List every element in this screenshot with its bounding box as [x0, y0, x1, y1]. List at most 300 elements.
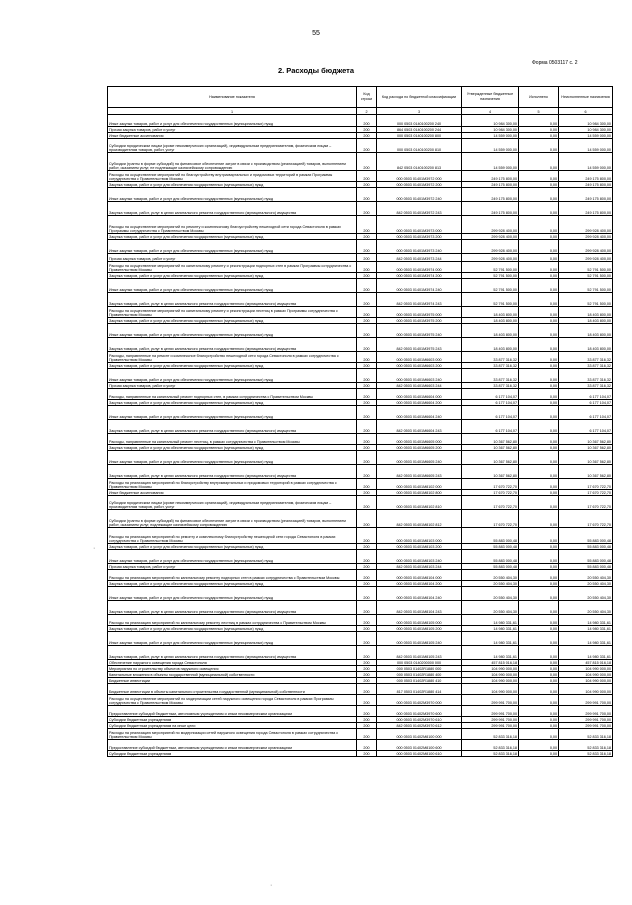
- row-line-code: 200: [357, 153, 377, 171]
- row-budget-code: 000 0503 01401M8105 200: [377, 626, 462, 632]
- row-executed: 0,00: [519, 587, 559, 601]
- row-approved: 299 928 400,00: [462, 254, 519, 262]
- row-budget-code: 000 0503 01401M6603 200: [377, 363, 462, 369]
- row-executed: 0,00: [519, 544, 559, 550]
- row-name: Закупка товаров, работ и услуг для обеспечения государственных (муниципальных) нужд: [108, 273, 357, 279]
- table-row: [108, 740, 613, 751]
- row-name: Закупка товаров, работ и услуг для обеспечения государственных (муниципальных) нужд: [108, 318, 357, 324]
- row-budget-code: 000 0503 01401M3972 200: [377, 182, 462, 188]
- row-unexecuted: 20 550 404,30: [559, 601, 613, 615]
- column-header-name: Наименование показателя: [108, 87, 357, 108]
- row-executed: 0,00: [519, 254, 559, 262]
- row-unexecuted: 10 984 300,00: [559, 115, 613, 127]
- row-approved: 52 833 316,18: [462, 740, 519, 751]
- row-unexecuted: 14 559 000,00: [559, 153, 613, 171]
- row-approved: 299 928 400,00: [462, 240, 519, 254]
- row-line-code: 200: [357, 626, 377, 632]
- row-executed: 0,00: [519, 660, 559, 666]
- table-row: [108, 479, 613, 490]
- row-budget-code: 842 0503 01402M3970 612: [377, 723, 462, 729]
- row-name: Расходы, направленные на ремонт и комплексное благоустройство пешеходной сети города Севастополя в рамках сотрудничества с Правительством Москвы: [108, 352, 357, 363]
- row-name: Субсидии бюджетным учреждениям: [108, 717, 357, 723]
- table-row: [108, 751, 613, 757]
- row-unexecuted: 299 928 400,00: [559, 234, 613, 240]
- row-budget-code: 000 0503 01401M8102 810: [377, 496, 462, 510]
- row-approved: 10 367 562,80: [462, 465, 519, 479]
- column-header-line-code: Код строки: [357, 87, 377, 108]
- row-name: Расходы на осуществление мероприятий по капитальному ремонту и реконструкции лестниц в рамках Программы сотрудничества с Правительством Москвы: [108, 307, 357, 318]
- row-approved: 104 990 000,00: [462, 666, 519, 672]
- row-unexecuted: 14 980 331,61: [559, 615, 613, 626]
- table-body: [108, 115, 613, 757]
- row-approved: 249 175 800,00: [462, 182, 519, 188]
- table-row: [108, 510, 613, 528]
- row-executed: 0,00: [519, 240, 559, 254]
- row-unexecuted: 104 990 000,00: [559, 678, 613, 684]
- row-executed: 0,00: [519, 202, 559, 216]
- row-unexecuted: 299 928 400,00: [559, 240, 613, 254]
- row-line-code: 200: [357, 171, 377, 182]
- row-executed: 0,00: [519, 570, 559, 581]
- row-unexecuted: 55 883 000,48: [559, 564, 613, 570]
- row-budget-code: 000 0503 01402M8100 000: [377, 729, 462, 740]
- row-executed: 0,00: [519, 188, 559, 202]
- row-executed: 0,00: [519, 564, 559, 570]
- row-line-code: 200: [357, 273, 377, 279]
- row-unexecuted: 55 883 000,48: [559, 544, 613, 550]
- row-unexecuted: 18 403 800,00: [559, 338, 613, 352]
- row-line-code: 200: [357, 127, 377, 133]
- row-approved: 52 833 316,18: [462, 751, 519, 757]
- row-executed: 0,00: [519, 318, 559, 324]
- row-unexecuted: 249 175 800,00: [559, 171, 613, 182]
- section-title: 2. Расходы бюджета: [277, 66, 355, 75]
- row-budget-code: 842 0503 01401M8105 243: [377, 646, 462, 660]
- row-line-code: 200: [357, 293, 377, 307]
- row-unexecuted: 10 367 562,80: [559, 445, 613, 451]
- row-budget-code: 000 0503 01402R1880 410: [377, 678, 462, 684]
- row-budget-code: 842 0503 01401M6604 243: [377, 420, 462, 434]
- table-row: [108, 202, 613, 216]
- row-executed: 0,00: [519, 550, 559, 564]
- row-executed: 0,00: [519, 171, 559, 182]
- table-row: [108, 550, 613, 564]
- row-line-code: 200: [357, 581, 377, 587]
- row-executed: 0,00: [519, 153, 559, 171]
- row-approved: 14 980 331,61: [462, 646, 519, 660]
- row-line-code: 200: [357, 279, 377, 293]
- row-approved: 104 990 000,00: [462, 672, 519, 678]
- row-line-code: 200: [357, 729, 377, 740]
- row-unexecuted: 299 991 700,00: [559, 706, 613, 717]
- row-executed: 0,00: [519, 139, 559, 153]
- row-name: Расходы на реализацию мероприятий по капитальному ремонту подпорных стен в рамках сотрудничества с Правительством Москвы: [108, 570, 357, 581]
- row-executed: 0,00: [519, 434, 559, 445]
- row-line-code: 200: [357, 318, 377, 324]
- scan-mark: ·: [270, 882, 273, 889]
- row-name: Закупка товаров, работ, услуг в целях капитального ремонта государственного (муниципального) имущества: [108, 420, 357, 434]
- row-approved: 17 670 722,70: [462, 479, 519, 490]
- row-budget-code: 000 0503 0140100200 810: [377, 139, 462, 153]
- row-unexecuted: 18 403 800,00: [559, 318, 613, 324]
- row-budget-code: 000 0503 01401M8105 000: [377, 615, 462, 626]
- row-budget-code: 000 0503 01401M6603 240: [377, 369, 462, 383]
- table-row: [108, 262, 613, 273]
- table-row: [108, 706, 613, 717]
- row-name: Бюджетные инвестиции: [108, 678, 357, 684]
- row-line-code: 200: [357, 406, 377, 420]
- row-approved: 17 670 722,70: [462, 490, 519, 496]
- row-line-code: 200: [357, 216, 377, 234]
- row-unexecuted: 55 883 000,48: [559, 528, 613, 544]
- table-row: [108, 369, 613, 383]
- row-line-code: 200: [357, 240, 377, 254]
- column-header-unexecuted: Неисполненные назначения: [559, 87, 613, 108]
- row-line-code: 200: [357, 234, 377, 240]
- row-unexecuted: 10 367 562,80: [559, 451, 613, 465]
- row-budget-code: 000 0503 01401M3974 200: [377, 273, 462, 279]
- row-name: Прочая закупка товаров, работ и услуг: [108, 127, 357, 133]
- row-name: Иные закупки товаров, работ и услуг для обеспечения государственных (муниципальных) нужд: [108, 451, 357, 465]
- table-row: [108, 153, 613, 171]
- row-line-code: 200: [357, 570, 377, 581]
- row-budget-code: 000 0503 01401M3973 240: [377, 240, 462, 254]
- column-number: 1: [108, 108, 357, 115]
- row-name: Иные закупки товаров, работ и услуг для обеспечения государственных (муниципальных) нужд: [108, 279, 357, 293]
- row-budget-code: 000 0503 01402M8100 600: [377, 740, 462, 751]
- row-executed: 0,00: [519, 729, 559, 740]
- row-budget-code: 000 0503 0140100200 800: [377, 133, 462, 139]
- row-unexecuted: 52 833 316,18: [559, 751, 613, 757]
- row-line-code: 200: [357, 389, 377, 400]
- table-row: [108, 601, 613, 615]
- row-name: Расходы на осуществление мероприятий по благоустройству внутриквартальных и придомовых территорий в рамках Программы сотрудничества с Правительством Москвы: [108, 171, 357, 182]
- column-header-executed: Исполнено: [519, 87, 559, 108]
- row-name: Расходы на реализацию мероприятий по капитальному ремонту лестниц в рамках сотрудничества с Правительством Москвы: [108, 615, 357, 626]
- row-executed: 0,00: [519, 751, 559, 757]
- row-name: Расходы на реализацию мероприятий по модернизации сетей наружного освещения города Севастополя в рамках сотрудничества с Правительством Москвы: [108, 729, 357, 740]
- row-approved: 299 928 400,00: [462, 216, 519, 234]
- row-unexecuted: 17 670 722,70: [559, 496, 613, 510]
- column-number: 5: [519, 108, 559, 115]
- row-budget-code: 000 0503 01402M3970 600: [377, 706, 462, 717]
- row-name: Иные закупки товаров, работ и услуг для обеспечения государственных (муниципальных) нужд: [108, 550, 357, 564]
- row-unexecuted: 299 928 400,00: [559, 216, 613, 234]
- row-unexecuted: 17 670 722,70: [559, 510, 613, 528]
- table-row: [108, 324, 613, 338]
- row-approved: 10 984 300,00: [462, 127, 519, 133]
- row-executed: 0,00: [519, 581, 559, 587]
- row-executed: 0,00: [519, 510, 559, 528]
- row-approved: 55 883 000,48: [462, 528, 519, 544]
- row-executed: 0,00: [519, 626, 559, 632]
- row-name: Субсидии (гранты в форме субсидий) на финансовое обеспечение затрат в связи с производством (реализацией) товаров, выполнением работ, оказанием услуг, подлежащие казначейскому сопровождению: [108, 510, 357, 528]
- row-approved: 299 928 400,00: [462, 234, 519, 240]
- row-name: Иные закупки товаров, работ и услуг для обеспечения государственных (муниципальных) нужд: [108, 632, 357, 646]
- row-executed: 0,00: [519, 615, 559, 626]
- table-row: [108, 465, 613, 479]
- row-unexecuted: 104 990 000,00: [559, 666, 613, 672]
- row-budget-code: 000 0503 01402M8100 610: [377, 751, 462, 757]
- table-row: [108, 293, 613, 307]
- row-name: Капитальные вложения в объекты государственной (муниципальной) собственности: [108, 672, 357, 678]
- row-executed: 0,00: [519, 307, 559, 318]
- row-line-code: 200: [357, 307, 377, 318]
- row-budget-code: 842 0503 01401M8103 244: [377, 564, 462, 570]
- row-line-code: 200: [357, 646, 377, 660]
- row-line-code: 200: [357, 601, 377, 615]
- row-executed: 0,00: [519, 451, 559, 465]
- row-line-code: 200: [357, 202, 377, 216]
- row-line-code: 200: [357, 465, 377, 479]
- row-approved: 14 559 000,00: [462, 139, 519, 153]
- row-budget-code: 000 0503 0140100200 240: [377, 115, 462, 127]
- row-name: Субсидии бюджетным учреждениям: [108, 751, 357, 757]
- row-line-code: 200: [357, 528, 377, 544]
- table-row: [108, 632, 613, 646]
- row-unexecuted: 17 670 722,70: [559, 490, 613, 496]
- row-executed: 0,00: [519, 262, 559, 273]
- row-line-code: 200: [357, 496, 377, 510]
- row-budget-code: 000 0503 01401M3973 200: [377, 234, 462, 240]
- row-name: Прочая закупка товаров, работ и услуг: [108, 383, 357, 389]
- row-line-code: 200: [357, 678, 377, 684]
- row-approved: 18 403 800,00: [462, 338, 519, 352]
- row-name: Иные закупки товаров, работ и услуг для обеспечения государственных (муниципальных) нужд: [108, 240, 357, 254]
- row-name: Предоставление субсидий бюджетным, автономным учреждениям и иным некоммерческим организациям: [108, 706, 357, 717]
- row-unexecuted: 6 177 104,07: [559, 420, 613, 434]
- row-line-code: 200: [357, 723, 377, 729]
- row-executed: 0,00: [519, 632, 559, 646]
- row-budget-code: 842 0503 0140100200 813: [377, 153, 462, 171]
- row-approved: 249 175 800,00: [462, 188, 519, 202]
- row-line-code: 200: [357, 564, 377, 570]
- row-executed: 0,00: [519, 400, 559, 406]
- row-unexecuted: 55 883 000,48: [559, 550, 613, 564]
- row-approved: 52 791 500,00: [462, 279, 519, 293]
- row-executed: 0,00: [519, 678, 559, 684]
- row-name: Иные закупки товаров, работ и услуг для обеспечения государственных (муниципальных) нужд: [108, 369, 357, 383]
- row-unexecuted: 52 791 500,00: [559, 273, 613, 279]
- column-number: 6: [559, 108, 613, 115]
- row-approved: 33 877 316,32: [462, 363, 519, 369]
- row-executed: 0,00: [519, 723, 559, 729]
- table-header-row: [108, 87, 613, 108]
- row-line-code: 200: [357, 666, 377, 672]
- row-name: Иные закупки товаров, работ и услуг для обеспечения государственных (муниципальных) нужд: [108, 188, 357, 202]
- row-budget-code: 000 0503 01401M3972 240: [377, 188, 462, 202]
- row-approved: 52 833 316,18: [462, 729, 519, 740]
- row-approved: 6 177 104,07: [462, 406, 519, 420]
- row-executed: 0,00: [519, 363, 559, 369]
- row-unexecuted: 20 550 404,30: [559, 581, 613, 587]
- table-row: [108, 420, 613, 434]
- table-row: [108, 216, 613, 234]
- row-name: Закупка товаров, работ и услуг для обеспечения государственных (муниципальных) нужд: [108, 363, 357, 369]
- row-name: Прочая закупка товаров, работ и услуг: [108, 254, 357, 262]
- row-budget-code: 842 0503 01401M6605 243: [377, 465, 462, 479]
- row-budget-code: 842 0503 01401M3973 244: [377, 254, 462, 262]
- table-row: [108, 528, 613, 544]
- table-row: [108, 279, 613, 293]
- row-executed: 0,00: [519, 273, 559, 279]
- row-line-code: 200: [357, 434, 377, 445]
- row-approved: 6 177 104,07: [462, 420, 519, 434]
- row-approved: 6 177 104,07: [462, 400, 519, 406]
- row-approved: 299 991 700,00: [462, 706, 519, 717]
- row-budget-code: 000 0503 01401M8104 000: [377, 570, 462, 581]
- table-row: [108, 570, 613, 581]
- row-line-code: 200: [357, 490, 377, 496]
- row-budget-code: 000 0503 01402R1880 000: [377, 666, 462, 672]
- row-line-code: 200: [357, 369, 377, 383]
- row-budget-code: 000 0503 01401M3972 000: [377, 171, 462, 182]
- row-executed: 0,00: [519, 528, 559, 544]
- row-unexecuted: 33 877 316,32: [559, 383, 613, 389]
- row-executed: 0,00: [519, 717, 559, 723]
- row-approved: 17 670 722,70: [462, 510, 519, 528]
- row-name: Расходы на осуществление мероприятий по ремонту и комплексному благоустройству пешеходной сети города Севастополя в рамках Программы сотрудничества с Правительством Москвы: [108, 216, 357, 234]
- row-name: Иные бюджетные ассигнования: [108, 133, 357, 139]
- row-unexecuted: 14 980 331,61: [559, 626, 613, 632]
- row-executed: 0,00: [519, 479, 559, 490]
- row-name: Расходы на осуществление мероприятий по капитальному ремонту и реконструкции подпорных стен в рамках Программы сотрудничества с Правительством Москвы: [108, 262, 357, 273]
- row-name: Закупка товаров, работ, услуг в целях капитального ремонта государственного (муниципального) имущества: [108, 338, 357, 352]
- row-line-code: 200: [357, 717, 377, 723]
- table-row: [108, 240, 613, 254]
- row-line-code: 200: [357, 139, 377, 153]
- row-name: Субсидии (гранты в форме субсидий) на финансовое обеспечение затрат в связи с производством (реализацией) товаров, выполнением работ, оказанием услуг, не подлежащие казначейскому сопровождению: [108, 153, 357, 171]
- row-name: Закупка товаров, работ, услуг в целях капитального ремонта государственного (муниципального) имущества: [108, 646, 357, 660]
- row-approved: 299 991 700,00: [462, 723, 519, 729]
- row-executed: 0,00: [519, 445, 559, 451]
- column-number: 2: [357, 108, 377, 115]
- row-line-code: 200: [357, 695, 377, 706]
- row-approved: 52 791 500,00: [462, 273, 519, 279]
- row-name: Закупка товаров, работ и услуг для обеспечения государственных (муниципальных) нужд: [108, 544, 357, 550]
- row-name: Бюджетные инвестиции в объекты капитального строительства государственной (муниципальной) собственности: [108, 684, 357, 695]
- row-name: Иные закупки товаров, работ и услуг для обеспечения государственных (муниципальных) нужд: [108, 587, 357, 601]
- row-approved: 104 990 000,00: [462, 678, 519, 684]
- row-budget-code: 000 0503 01401M8102 000: [377, 479, 462, 490]
- row-executed: 0,00: [519, 182, 559, 188]
- row-line-code: 200: [357, 740, 377, 751]
- row-budget-code: 000 0503 01401M6604 240: [377, 406, 462, 420]
- row-budget-code: 842 0503 01401M8104 243: [377, 601, 462, 615]
- table-row: [108, 451, 613, 465]
- row-approved: 14 980 331,61: [462, 626, 519, 632]
- row-name: Закупка товаров, работ и услуг для обеспечения государственных (муниципальных) нужд: [108, 445, 357, 451]
- row-line-code: 200: [357, 182, 377, 188]
- row-budget-code: 000 0503 01401M6605 000: [377, 434, 462, 445]
- row-line-code: 200: [357, 632, 377, 646]
- row-unexecuted: 249 175 800,00: [559, 202, 613, 216]
- row-line-code: 200: [357, 672, 377, 678]
- row-approved: 18 403 800,00: [462, 318, 519, 324]
- row-unexecuted: 52 833 316,18: [559, 729, 613, 740]
- row-executed: 0,00: [519, 490, 559, 496]
- row-budget-code: 000 0503 01401M3975 240: [377, 324, 462, 338]
- row-budget-code: 842 0503 01401M3975 243: [377, 338, 462, 352]
- row-approved: 20 550 404,30: [462, 581, 519, 587]
- row-approved: 249 175 800,00: [462, 171, 519, 182]
- row-budget-code: 842 0503 01401M8102 812: [377, 510, 462, 528]
- row-line-code: 200: [357, 479, 377, 490]
- row-executed: 0,00: [519, 666, 559, 672]
- row-line-code: 200: [357, 338, 377, 352]
- row-unexecuted: 299 928 400,00: [559, 254, 613, 262]
- row-line-code: 200: [357, 587, 377, 601]
- row-approved: 14 980 331,61: [462, 615, 519, 626]
- row-approved: 10 367 562,80: [462, 434, 519, 445]
- row-unexecuted: 52 791 500,00: [559, 262, 613, 273]
- row-name: Закупка товаров, работ и услуг для обеспечения государственных (муниципальных) нужд: [108, 182, 357, 188]
- row-budget-code: 000 0503 01401M6604 200: [377, 400, 462, 406]
- row-executed: 0,00: [519, 293, 559, 307]
- row-budget-code: 842 0503 01401M3974 243: [377, 293, 462, 307]
- row-executed: 0,00: [519, 369, 559, 383]
- row-unexecuted: 52 791 500,00: [559, 279, 613, 293]
- row-approved: 299 991 700,00: [462, 695, 519, 706]
- row-budget-code: 842 0503 01401M6603 244: [377, 383, 462, 389]
- table-row: [108, 729, 613, 740]
- row-name: Прочая закупка товаров, работ и услуг: [108, 564, 357, 570]
- row-unexecuted: 299 991 700,00: [559, 717, 613, 723]
- row-line-code: 200: [357, 115, 377, 127]
- row-line-code: 200: [357, 262, 377, 273]
- column-header-approved: Утвержденные бюджетные назначения: [462, 87, 519, 108]
- table-row: [108, 171, 613, 182]
- row-budget-code: 000 0503 01401M3973 000: [377, 216, 462, 234]
- row-unexecuted: 6 177 104,07: [559, 389, 613, 400]
- row-line-code: 200: [357, 684, 377, 695]
- row-line-code: 200: [357, 615, 377, 626]
- row-executed: 0,00: [519, 216, 559, 234]
- row-line-code: 200: [357, 550, 377, 564]
- row-unexecuted: 6 177 104,07: [559, 400, 613, 406]
- scan-mark: ·: [93, 545, 96, 552]
- column-number: 3: [377, 108, 462, 115]
- row-name: Закупка товаров, работ, услуг в целях капитального ремонта государственного (муниципального) имущества: [108, 601, 357, 615]
- row-approved: 10 984 300,00: [462, 115, 519, 127]
- table-row: [108, 406, 613, 420]
- row-unexecuted: 33 877 316,32: [559, 352, 613, 363]
- row-unexecuted: 104 990 000,00: [559, 684, 613, 695]
- row-approved: 52 791 500,00: [462, 293, 519, 307]
- row-executed: 0,00: [519, 406, 559, 420]
- row-unexecuted: 52 791 500,00: [559, 293, 613, 307]
- row-name: Обеспечение наружного освещения города Севастополя: [108, 660, 357, 666]
- row-approved: 10 367 562,80: [462, 451, 519, 465]
- row-budget-code: 000 0503 01402R1880 400: [377, 672, 462, 678]
- row-unexecuted: 10 367 562,80: [559, 434, 613, 445]
- row-line-code: 200: [357, 133, 377, 139]
- row-approved: 55 883 000,48: [462, 544, 519, 550]
- row-budget-code: 000 0503 01401M8103 000: [377, 528, 462, 544]
- row-budget-code: 000 0503 01401M3975 200: [377, 318, 462, 324]
- row-name: Иные закупки товаров, работ и услуг для обеспечения государственных (муниципальных) нужд: [108, 115, 357, 127]
- row-unexecuted: 6 177 104,07: [559, 406, 613, 420]
- row-approved: 18 403 800,00: [462, 307, 519, 318]
- table-row: [108, 496, 613, 510]
- table-row: [108, 695, 613, 706]
- row-approved: 17 670 722,70: [462, 496, 519, 510]
- form-code: Форма 0503117 с. 2: [532, 60, 578, 66]
- row-unexecuted: 457 815 016,18: [559, 660, 613, 666]
- row-unexecuted: 18 403 800,00: [559, 307, 613, 318]
- row-approved: 55 883 000,48: [462, 550, 519, 564]
- row-approved: 33 877 316,32: [462, 369, 519, 383]
